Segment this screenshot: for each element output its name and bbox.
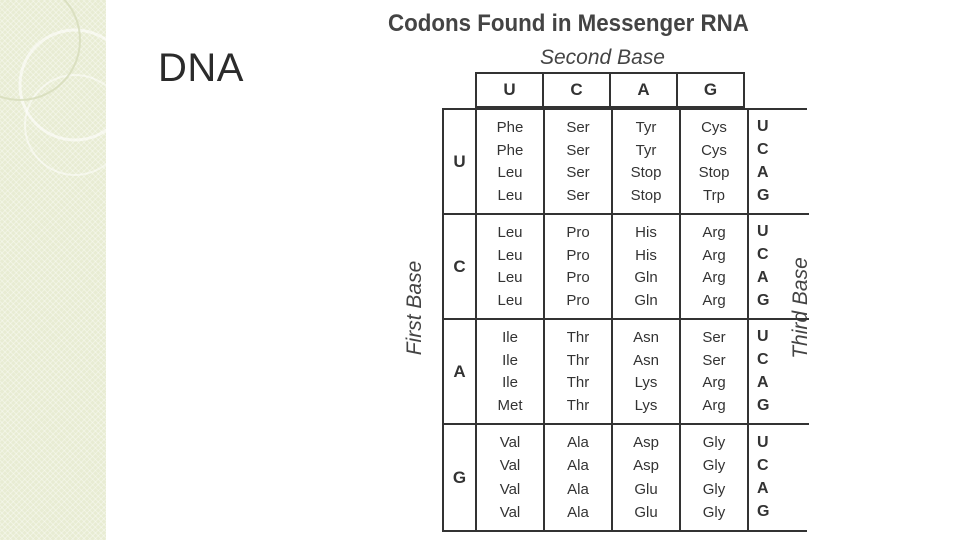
amino-acid-cell [545,215,613,320]
third-base-letter: C [757,456,769,474]
amino-acid-cell [613,425,681,530]
amino-acid: Arg [702,374,726,392]
amino-acid: Leu [497,223,523,241]
first-base-label: First Base [403,260,426,356]
third-base-letter: U [757,118,769,136]
third-base-letter: A [757,268,769,286]
amino-acid: Phe [496,118,524,136]
amino-acid: Arg [702,246,726,264]
amino-acid: Leu [497,187,523,205]
amino-acid: Arg [702,397,726,415]
amino-acid: Stop [698,164,730,182]
amino-acid: Lys [634,374,658,392]
amino-acid: Gly [702,434,726,452]
third-base-letter: U [757,223,769,241]
amino-acid: Glu [634,480,658,498]
amino-acid: Tyr [635,118,657,136]
amino-acid: Thr [566,374,590,392]
amino-acid: Met [497,397,523,415]
amino-acid: Leu [497,292,523,310]
amino-acid: Gln [634,269,658,287]
amino-acid: Val [499,503,521,521]
amino-acid-cell [545,320,613,425]
amino-acid-cell [681,215,749,320]
amino-acid-cell [545,425,613,530]
amino-acid: Ser [566,164,590,182]
third-base-letter: A [757,480,769,498]
amino-acid: Arg [702,269,726,287]
amino-acid: Leu [497,164,523,182]
amino-acid: Val [499,480,521,498]
first-base-cell: G [444,425,477,530]
third-base-cell [749,215,809,320]
amino-acid: Pro [566,269,590,287]
amino-acid: Asn [633,351,659,369]
third-base-letter: A [757,373,769,391]
amino-acid: Glu [634,503,658,521]
third-base-letter: G [757,503,770,521]
amino-acid-cell [477,425,545,530]
amino-acid: Leu [497,246,523,264]
amino-acid: Ala [567,434,589,452]
amino-acid: Ser [702,328,726,346]
third-base-cell [749,425,809,530]
amino-acid: Ser [566,187,590,205]
third-base-letter: G [757,396,770,414]
slide-title: DNA [158,46,244,90]
third-base-letter: C [757,246,769,264]
amino-acid: Gly [702,503,726,521]
amino-acid-cell [681,320,749,425]
amino-acid-cell [613,215,681,320]
header-cell: C [544,72,611,108]
amino-acid: Pro [566,246,590,264]
third-base-letter: U [757,433,769,451]
amino-acid: Ser [566,141,590,159]
amino-acid: Gly [702,480,726,498]
header-cell: U [475,72,544,108]
amino-acid-cell [545,110,613,215]
amino-acid: Ser [566,118,590,136]
amino-acid: Trp [703,187,725,205]
amino-acid: Cys [701,118,727,136]
amino-acid: His [635,223,657,241]
amino-acid-cell [477,110,545,215]
second-base-label: Second Base [540,46,665,69]
third-base-label: Third Base [789,257,812,359]
amino-acid: Thr [566,328,590,346]
first-base-cell: U [444,110,477,215]
amino-acid: Ile [502,374,518,392]
amino-acid: Asp [633,457,659,475]
first-base-cell: C [444,215,477,320]
amino-acid: Thr [566,351,590,369]
amino-acid-cell [613,110,681,215]
amino-acid: Cys [701,141,727,159]
swirl-decoration-icon [0,0,106,540]
third-base-cell [749,320,809,425]
amino-acid: Asn [633,328,659,346]
amino-acid-cell [477,320,545,425]
amino-acid: Tyr [635,141,657,159]
third-base-letter: U [757,328,769,346]
second-base-header [475,72,745,108]
header-cell: G [678,72,745,108]
amino-acid: Gln [634,292,658,310]
amino-acid-cell [681,425,749,530]
third-base-cell [749,110,809,215]
amino-acid: Phe [496,141,524,159]
amino-acid: Pro [566,292,590,310]
third-base-letter: G [757,186,770,204]
amino-acid: His [635,246,657,264]
amino-acid: Leu [497,269,523,287]
amino-acid-cell [477,215,545,320]
amino-acid-cell [681,110,749,215]
amino-acid: Ile [502,351,518,369]
amino-acid: Ala [567,480,589,498]
amino-acid: Ser [702,351,726,369]
amino-acid: Ala [567,503,589,521]
amino-acid: Stop [630,187,662,205]
amino-acid: Val [499,434,521,452]
amino-acid: Gly [702,457,726,475]
amino-acid-cell [613,320,681,425]
amino-acid: Asp [633,434,659,452]
codon-table-figure [380,8,840,536]
amino-acid: Arg [702,223,726,241]
figure-title: Codons Found in Messenger RNA [388,10,749,37]
amino-acid: Ile [502,328,518,346]
amino-acid: Ala [567,457,589,475]
third-base-letter: A [757,163,769,181]
first-base-cell: A [444,320,477,425]
amino-acid: Thr [566,397,590,415]
codon-grid [442,108,807,532]
amino-acid: Lys [634,397,658,415]
third-base-letter: C [757,351,769,369]
amino-acid: Pro [566,223,590,241]
amino-acid: Stop [630,164,662,182]
third-base-letter: C [757,141,769,159]
amino-acid: Val [499,457,521,475]
header-cell: A [611,72,678,108]
amino-acid: Arg [702,292,726,310]
third-base-letter: G [757,291,770,309]
decorative-sidebar [0,0,106,540]
